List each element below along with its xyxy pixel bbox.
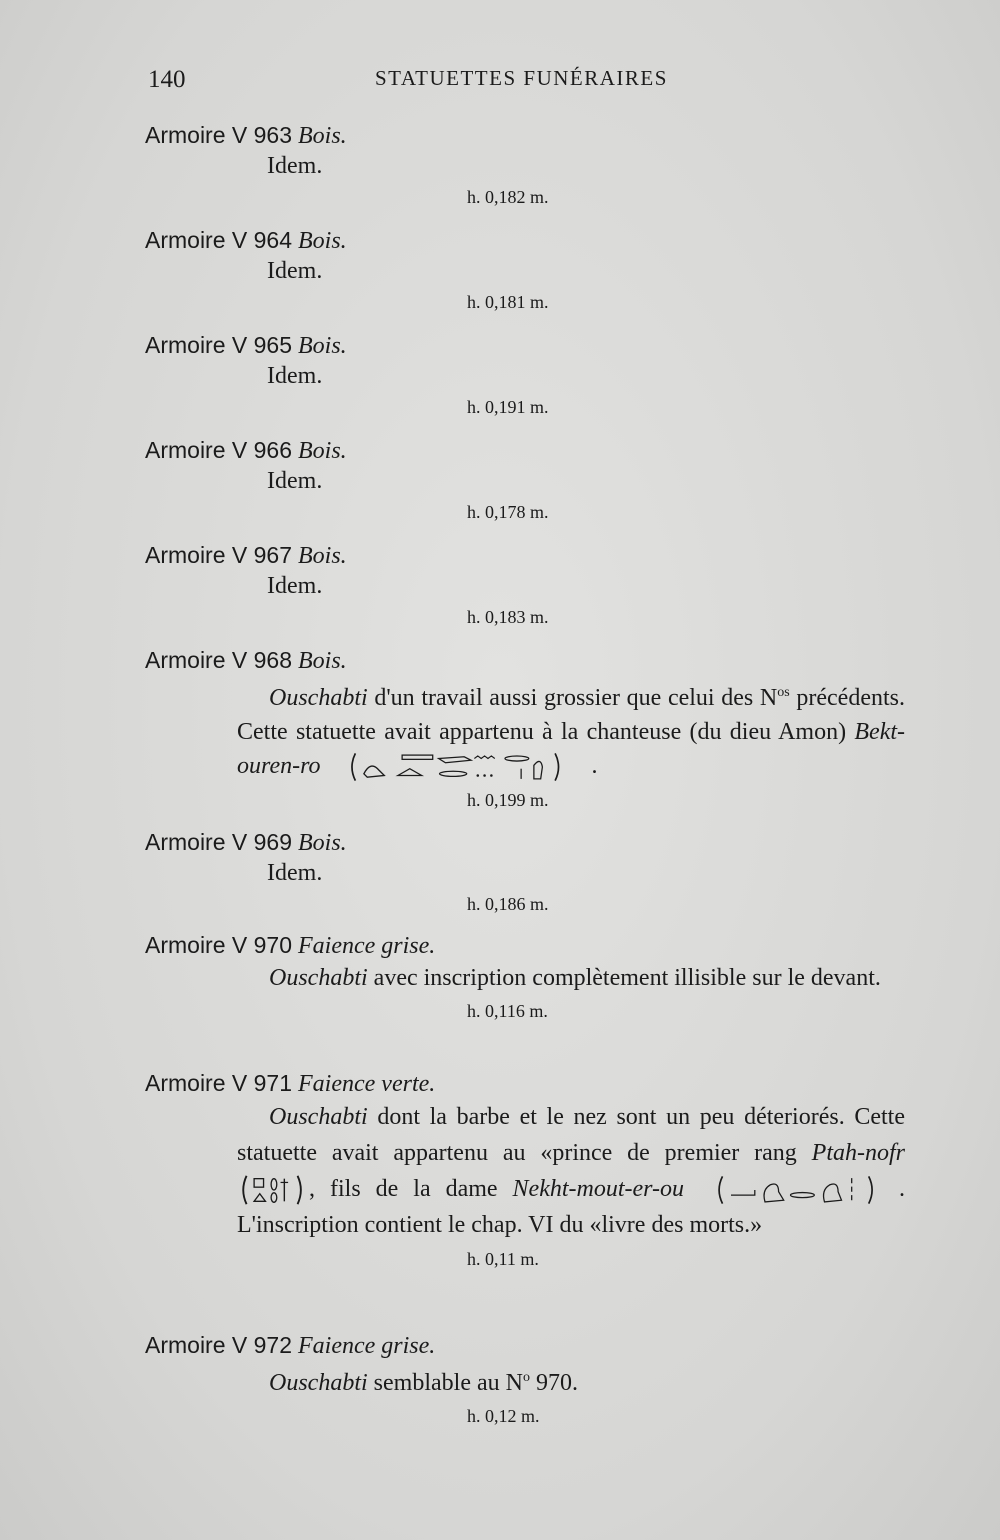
page-number: 140	[148, 66, 186, 93]
hieroglyph-cartouche-icon	[699, 1173, 899, 1207]
hieroglyph-cartouche-icon	[327, 750, 592, 784]
entry-head: Armoire V 964	[145, 227, 293, 253]
entry-967	[145, 540, 905, 630]
ouschabti-term: Ouschabti	[269, 1370, 368, 1396]
entry-measure: h. 0,186 m.	[467, 894, 549, 914]
entry-head: Armoire V 971	[145, 1070, 293, 1096]
entry-measure: h. 0,116 m.	[467, 1001, 548, 1021]
owner-name: Nekht-mout-er-ou	[512, 1176, 685, 1202]
entry-material: Bois.	[298, 830, 347, 856]
entry-material: Bois.	[298, 648, 347, 674]
entry-963	[145, 120, 905, 210]
entry-idem: Idem.	[267, 153, 323, 179]
entry-idem: Idem.	[267, 363, 323, 389]
entry-968	[145, 645, 905, 813]
entry-965	[145, 330, 905, 420]
entry-head: Armoire V 968	[145, 647, 293, 673]
entry-idem: Idem.	[267, 258, 323, 284]
entry-material: Faience grise.	[298, 1333, 436, 1359]
entry-measure: h. 0,12 m.	[467, 1406, 540, 1426]
entry-description: Ouschabti dont la barbe et le nez sont un peu déteriorés. Cette statuette avait appartenu au «prince de premier rang Ptah-nofr , fils de la dame Nekht-mout-er-ou . L'inscription contient le chap. VI du «livre des morts.»	[237, 1104, 905, 1239]
entry-measure: h. 0,182 m.	[467, 187, 549, 207]
entry-material: Bois.	[298, 333, 347, 359]
entry-material: Faience grise.	[298, 933, 436, 959]
entry-material: Faience verte.	[298, 1071, 436, 1097]
entry-measure: h. 0,191 m.	[467, 397, 549, 417]
entry-head: Armoire V 970	[145, 932, 293, 958]
entry-head: Armoire V 967	[145, 542, 293, 568]
ouschabti-term: Ouschabti	[269, 1104, 368, 1130]
entry-idem: Idem.	[267, 860, 323, 886]
entry-measure: h. 0,199 m.	[467, 790, 549, 811]
entry-description: Ouschabti avec inscription complètement illisible sur le devant.	[269, 965, 881, 991]
entry-head: Armoire V 966	[145, 437, 293, 463]
entry-972	[145, 1330, 905, 1429]
entry-idem: Idem.	[267, 468, 323, 494]
entry-description: Ouschabti semblable au $N^o$ 970.	[269, 1370, 578, 1396]
entry-material: Bois.	[298, 228, 347, 254]
entry-measure: h. 0,183 m.	[467, 607, 549, 627]
entry-964	[145, 225, 905, 315]
entry-head: Armoire V 969	[145, 829, 293, 855]
entry-head: Armoire V 972	[145, 1332, 293, 1358]
entry-969	[145, 827, 905, 917]
running-head: STATUETTES FUNÉRAIRES	[375, 66, 668, 90]
entry-measure: h. 0,178 m.	[467, 502, 549, 522]
entry-measure: h. 0,11 m.	[467, 1249, 539, 1270]
entry-head: Armoire V 963	[145, 122, 293, 148]
entry-material: Bois.	[298, 438, 347, 464]
entry-970	[145, 930, 905, 1024]
entry-head: Armoire V 965	[145, 332, 293, 358]
entry-material: Bois.	[298, 543, 347, 569]
entry-description: Ouschabti d'un travail aussi grossier que celui des $N^{os}$ précédents. Cette statuette avait appartenu à la chanteuse (du dieu Amon) Bekt-ouren-ro .	[237, 676, 905, 784]
owner-name: Ptah-nofr	[811, 1140, 905, 1166]
ouschabti-term: Ouschabti	[269, 965, 368, 991]
entry-idem: Idem.	[267, 573, 323, 599]
entry-measure: h. 0,181 m.	[467, 292, 549, 312]
ouschabti-term: Ouschabti	[269, 685, 368, 711]
entry-971	[145, 1068, 905, 1272]
entry-966	[145, 435, 905, 525]
entry-material: Bois.	[298, 123, 347, 149]
hieroglyph-cartouche-icon	[237, 1173, 309, 1207]
owner-name: Bekt-ouren-ro	[237, 719, 905, 779]
